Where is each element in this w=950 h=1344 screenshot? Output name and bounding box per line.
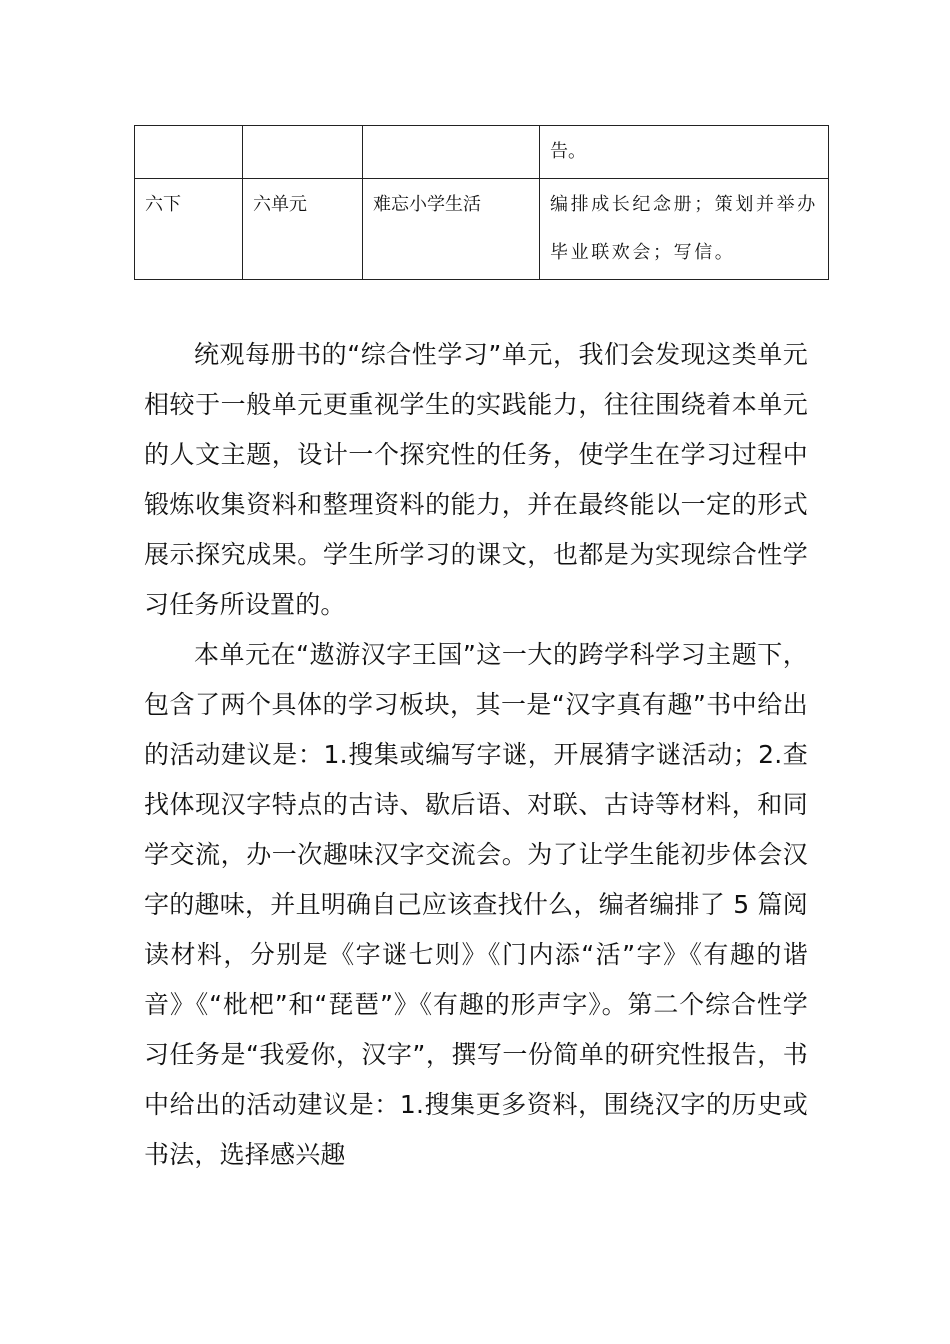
- theme-cell: [363, 126, 540, 179]
- table-row: [135, 126, 829, 179]
- body-paragraph: 本单元在“遨游汉字王国”这一大的跨学科学习主题下，包含了两个具体的学习板块，其一是“汉字真有趣”书中给出的活动建议是：1.搜集或编写字谜，开展猜字谜活动；2.查找体现汉字特点的古诗、歇后语、对联、古诗等材料，和同学交流，办一次趣味汉字交流会。为了让学生能初步体会汉字的趣味，并且明确自己应该查找什么，编者编排了 5 篇阅读材料，分别是《字谜七则》《门内添“活”字》《有趣的谐音》《“枇杷”和“琵琶”》《有趣的形声字》。第二个综合性学习任务是“我爱你，汉字”，撰写一份简单的研究性报告，书中给出的活动建议是：1.搜集更多资料，围绕汉字的历史或书法，选择感兴趣: [144, 640, 808, 1169]
- activities-cell: 编排成长纪念册；策划并举办毕业联欢会；写信。: [540, 179, 829, 280]
- curriculum-table: [134, 125, 829, 280]
- activities-cell: 告。: [540, 126, 829, 179]
- unit-cell: 六单元: [243, 179, 363, 280]
- theme-cell: 难忘小学生活: [363, 179, 540, 280]
- body-paragraph: 统观每册书的“综合性学习”单元，我们会发现这类单元相较于一般单元更重视学生的实践能力，往往围绕着本单元的人文主题，设计一个探究性的任务，使学生在学习过程中锻炼收集资料和整理资料的能力，并在最终能以一定的形式展示探究成果。学生所学习的课文，也都是为实现综合性学习任务所设置的。: [144, 340, 808, 619]
- unit-cell: [243, 126, 363, 179]
- grade-cell: [135, 126, 243, 179]
- grade-cell: 六下: [135, 179, 243, 280]
- table-row: [135, 179, 829, 280]
